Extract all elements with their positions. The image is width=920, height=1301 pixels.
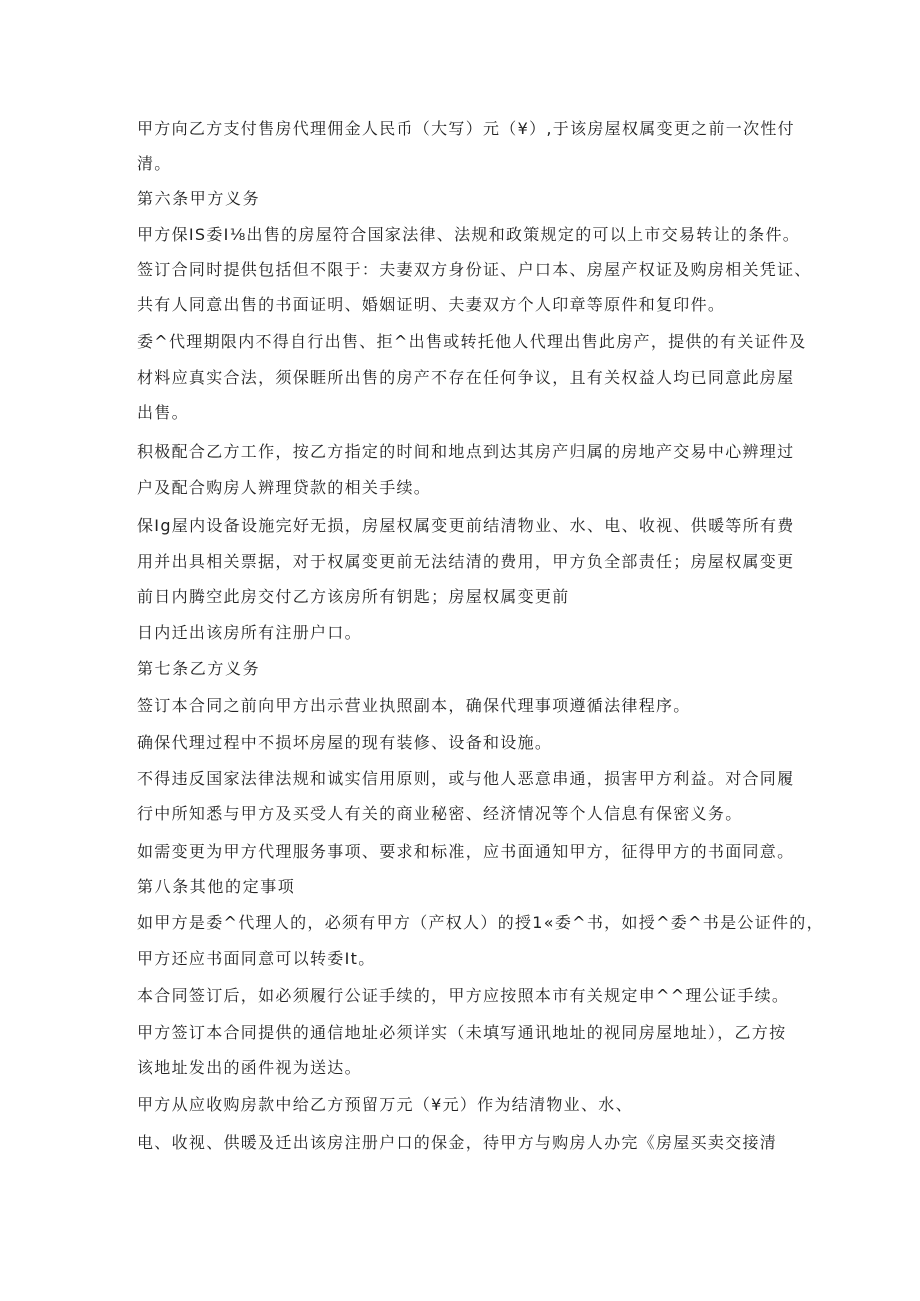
paragraph-line: 签订本合同之前向甲方出示营业执照副本，确保代理事项遵循法律程序。: [137, 696, 691, 715]
section-heading: 第六条甲方义务: [137, 189, 261, 208]
paragraph-line: 甲方从应收购房款中给乙方预留万元（¥元）作为结清物业、水、: [137, 1095, 633, 1114]
paragraph-line: 积极配合乙方工作，按乙方指定的时间和地点到达其房产归属的房地产交易中心辨理过: [137, 442, 795, 461]
paragraph-line: 材料应真实合法，须保睚所出售的房产不存在任何争议，且有关权益人均已同意此房屋: [137, 368, 795, 387]
paragraph-line: 甲方向乙方支付售房代理佣金人民币（大写）元（¥）,于该房屋权属变更之前一次性付: [137, 119, 795, 138]
section-heading: 第八条其他的定事项: [137, 877, 296, 896]
paragraph-line: 确保代理过程中不损坏房屋的现有装修、设备和设施。: [137, 733, 553, 752]
paragraph-line: 甲方签订本合同提供的通信地址必须详实（未填写通讯地址的视同房屋地址），乙方按: [137, 1023, 787, 1042]
paragraph-line: 户及配合购房人辨理贷款的相关手续。: [137, 478, 432, 497]
paragraph-line: 电、收视、供暖及迁出该房注册户口的保金，待甲方与购房人办完《房屋买卖交接清: [137, 1133, 778, 1152]
paragraph-line: 甲方保IS委I⅛出售的房屋符合国家法律、法规和政策规定的可以上市交易转让的条件。: [137, 225, 801, 244]
paragraph-line: 清。: [137, 154, 172, 173]
paragraph-line: 委^代理期限内不得自行出售、拒^出售或转托他人代理出售此房产，提供的有关证件及: [137, 332, 807, 351]
paragraph-line: 签订合同时提供包括但不限于：夫妻双方身份证、户口本、房屋产权证及购房相关凭证、: [137, 260, 812, 279]
paragraph-line: 甲方还应书面同意可以转委It。: [137, 949, 376, 968]
paragraph-line: 行中所知悉与甲方及买受人有关的商业秘密、经济情况等个人信息有保密义务。: [137, 804, 743, 823]
paragraph-line: 如甲方是委^代理人的，必须有甲方（产权人）的授1«委^书，如授^委^书是公证件的，: [137, 913, 824, 932]
paragraph-line: 共有人同意出售的书面证明、婚姻证明、夫妻双方个人印章等原件和复印件。: [137, 295, 726, 314]
paragraph-line: 出售。: [137, 403, 189, 422]
section-heading: 第七条乙方义务: [137, 659, 261, 678]
paragraph-line: 不得违反国家法律法规和诚实信用原则，或与他人恶意串通，损害甲方利益。对合同履: [137, 769, 795, 788]
paragraph-line: 前日内腾空此房交付乙方该房所有钥匙；房屋权属变更前: [137, 587, 570, 606]
paragraph-line: 用并出具相关票据，对于权属变更前无法结清的费用，甲方负全部责任；房屋权属变更: [137, 552, 795, 571]
paragraph-line: 本合同签订后，如必须履行公证手续的，甲方应按照本市有关规定申^^理公证手续。: [137, 986, 790, 1005]
paragraph-line: 如需变更为甲方代理服务事项、要求和标准，应书面通知甲方，征得甲方的书面同意。: [137, 842, 795, 861]
paragraph-line: 日内迁出该房所有注册户口。: [137, 623, 362, 642]
paragraph-line: 保Ig屋内设备设施完好无损，房屋权属变更前结清物业、水、电、收视、供暖等所有费: [137, 516, 795, 535]
paragraph-line: 该地址发出的函件视为送达。: [137, 1058, 362, 1077]
